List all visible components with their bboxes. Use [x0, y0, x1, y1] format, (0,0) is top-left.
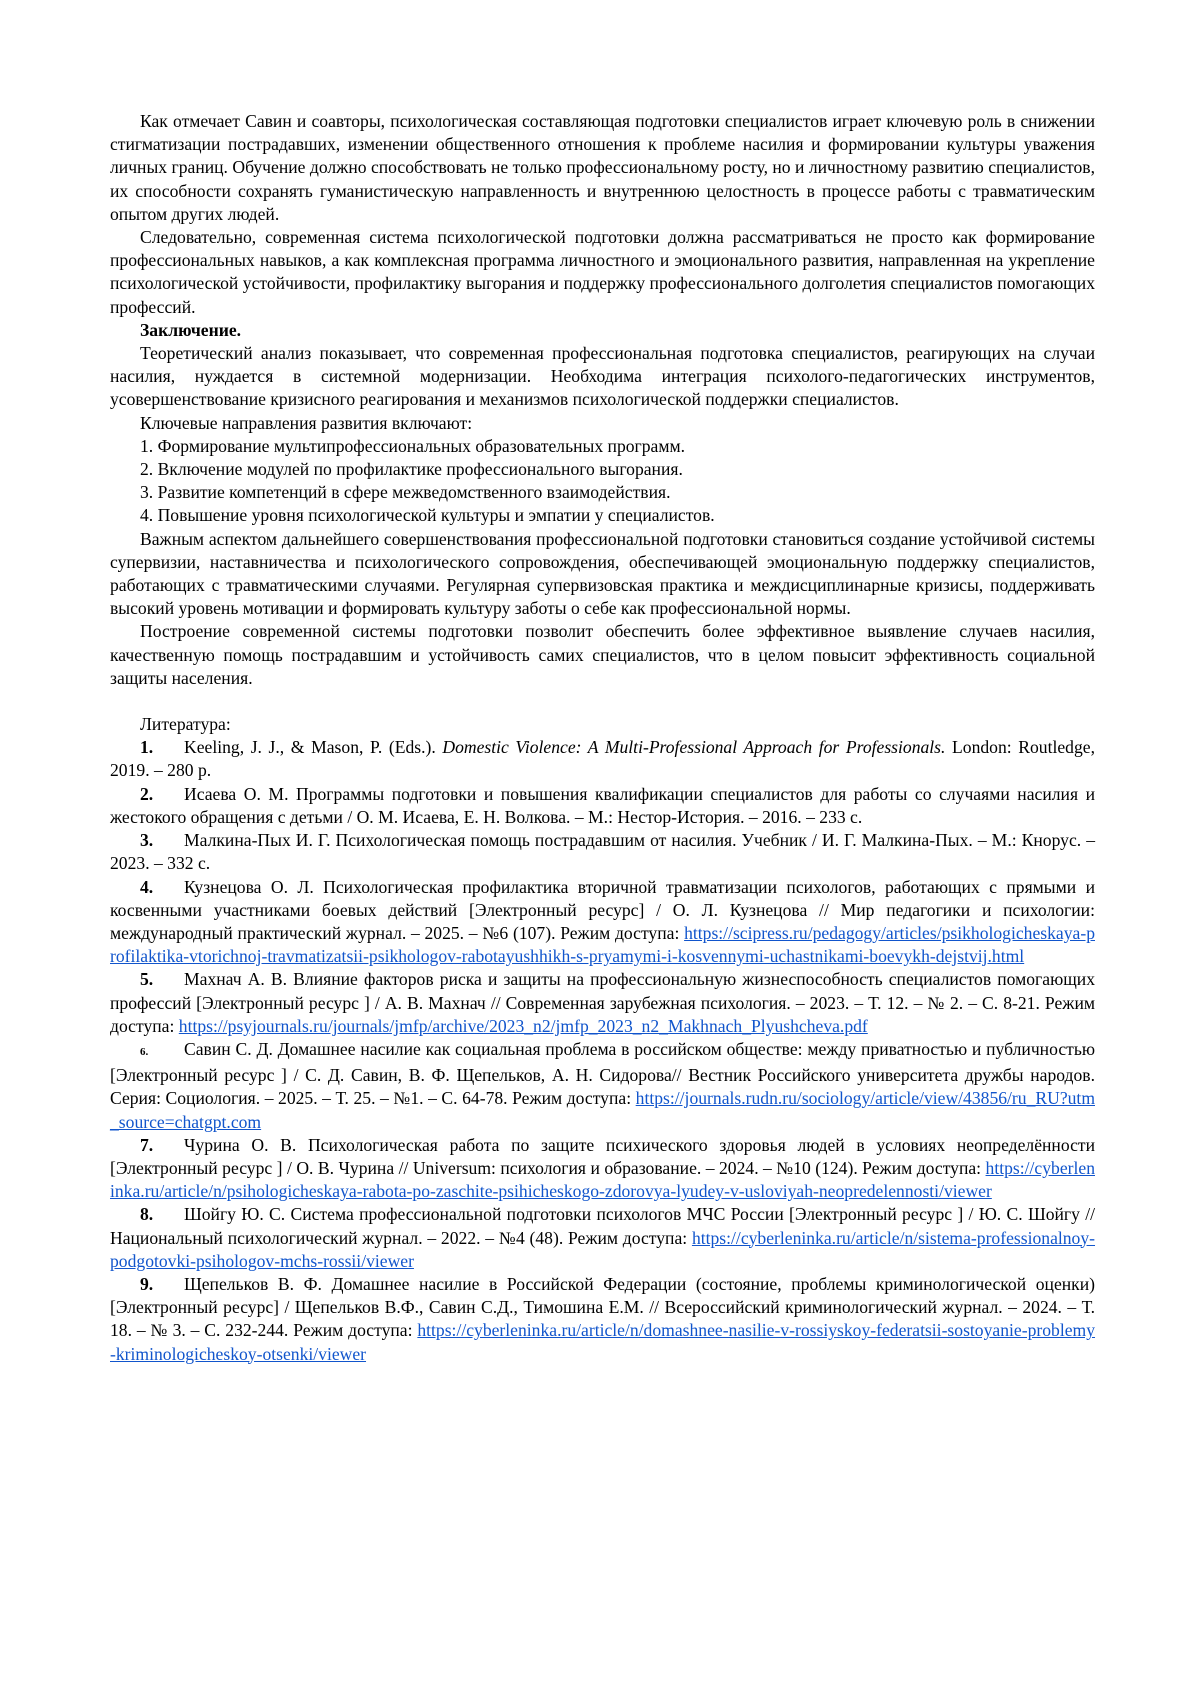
reference-item: [110, 1038, 1095, 1134]
reference-number: 7.: [140, 1134, 154, 1155]
directions-list: [110, 435, 1095, 528]
references-heading: Литература:: [140, 714, 231, 735]
reference-link[interactable]: https://psyjournals.ru/journals/jmfp/archive/2023_n2/jmfp_2023_n2_Makhnach_Plyushcheva.pdf: [178, 1015, 868, 1036]
reference-text: Махнач А. В. Влияние факторов риска и защиты на профессиональную жизнеспособность специалистов помогающих профессий [Электронный ресурс ] / А. В. Махнач // Современная зарубежная психология. – 2023. – Т. 12. – № 2. – С. 8-21. Режим доступа:: [110, 969, 1095, 1036]
directions-intro: Ключевые направления развития включают:: [140, 412, 473, 433]
reference-link[interactable]: https://journals.rudn.ru/sociology/article/view/43856/ru_RU?utm_source=chatgpt.com: [110, 1088, 1095, 1132]
conclusion-paragraph: Теоретический анализ показывает, что современная профессиональная подготовка специалистов, реагирующих на случаи насилия, нуждается в системной модернизации. Необходима интеграция психолого-педагогических инструментов, усовершенствование кризисного реагирования и механизмов психологической поддержки специалистов.: [110, 343, 1095, 410]
reference-text: London: Routledge, 2019. – 280 p.: [110, 737, 1095, 781]
body-paragraph: Как отмечает Савин и соавторы, психологическая составляющая подготовки специалистов играет ключевую роль в снижении стигматизации пострадавших, изменении общественного отношения к проблеме насилия и формировании культуры уважения личных границ. Обучение должно способствовать не только профессиональному росту, но и личностному развитию специалистов, их способности сохранять гуманистическую направленность и внутреннюю целостность в процессе работы с травматическим опытом других людей.: [110, 111, 1095, 224]
reference-text: Малкина-Пых И. Г. Психологическая помощь пострадавшим от насилия. Учебник / И. Г. Малкина-Пых. – М.: Кнорус. – 2023. – 332 с.: [110, 830, 1095, 874]
list-item: 3. Развитие компетенций в сфере межведомственного взаимодействия.: [140, 482, 671, 503]
conclusion-heading: Заключение.: [140, 319, 242, 340]
reference-item: [110, 1134, 1095, 1204]
reference-text: Исаева О. М. Программы подготовки и повышения квалификации специалистов для работы со случаями насилия и жестокого обращения с детьми / О. М. Исаева, Е. Н. Волкова. – М.: Нестор-История. – 2016. – 233 с.: [110, 783, 1095, 827]
reference-text: Чурина О. В. Психологическая работа по защите психического здоровья людей в условиях неопределённости [Электронный ресурс ] / О. В. Чурина // Universum: психология и образование. – 2024. – №10 (124). Режим доступа:: [110, 1134, 1095, 1178]
body-paragraph: Важным аспектом дальнейшего совершенствования профессиональной подготовки становиться создание устойчивой системы супервизии, наставничества и психологического сопровождения, обеспечивающей эмоциональную поддержку специалистов, работающих с травматическими случаями. Регулярная супервизовская практика и междисциплинарные кризисы, поддерживать высокий уровень мотивации и формировать культуру заботы о себе как профессиональной нормы.: [110, 528, 1095, 619]
document-page: [110, 110, 1095, 1366]
body-paragraph: Построение современной системы подготовки позволит обеспечить более эффективное выявление случаев насилия, качественную помощь пострадавшим и устойчивость самих специалистов, что в целом повысит эффективность социальной защиты населения.: [110, 621, 1095, 688]
list-item: 1. Формирование мультипрофессиональных образовательных программ.: [140, 435, 686, 456]
reference-item: [110, 968, 1095, 1038]
reference-item: [110, 736, 1095, 782]
reference-number: 5.: [140, 969, 154, 990]
reference-link[interactable]: https://cyberleninka.ru/article/n/domashnee-nasilie-v-rossiyskoy-federatsii-sostoyanie-problemy-kriminologicheskoy-otsenki/viewer: [110, 1320, 1095, 1364]
reference-number: 9.: [140, 1273, 154, 1294]
reference-item: [110, 876, 1095, 969]
reference-link[interactable]: https://cyberleninka.ru/article/n/psihologicheskaya-rabota-po-zaschite-psihicheskogo-zdorovya-lyudey-v-usloviyah-neopredelennosti/viewer: [110, 1157, 1095, 1202]
reference-number: 4.: [140, 876, 154, 897]
reference-number: 1.: [140, 737, 154, 758]
reference-item: [110, 829, 1095, 875]
reference-item: [110, 1203, 1095, 1273]
reference-author: Keeling, J. J., & Mason, P. (Eds.).: [184, 737, 436, 758]
references-list: [110, 736, 1095, 1365]
list-item: 2. Включение модулей по профилактике профессионального выгорания.: [140, 459, 683, 480]
reference-text: Щепельков В. Ф. Домашнее насилие в Российской Федерации (состояние, проблемы криминологической оценки) [Электронный ресурс] / Щепельков В.Ф., Савин С.Д., Тимошина Е.М. // Всероссийский криминологический журнал. – 2024. – Т. 18. – № 3. – С. 232-244. Режим доступа:: [110, 1273, 1095, 1341]
reference-number: 6.: [140, 1045, 149, 1058]
reference-number: 8.: [140, 1204, 154, 1225]
reference-item: [110, 783, 1095, 829]
reference-text: Савин С. Д. Домашнее насилие как социальная проблема в российском обществе: между приватностью и публичностью [Электронный ресурс ] / С. Д. Савин, В. Ф. Щепельков, А. Н. Сидорова// Вестник Российского университета дружбы народов. Серия: Социология. – 2025. – Т. 25. – №1. – С. 64-78. Режим доступа:: [110, 1038, 1095, 1109]
reference-text: Кузнецова О. Л. Психологическая профилактика вторичной травматизации психологов, работающих с прямыми и косвенными участниками боевых действий [Электронный ресурс] / О. Л. Кузнецова // Мир педагогики и психологии: международный практический журнал. – 2025. – №6 (107). Режим доступа:: [110, 876, 1095, 943]
reference-text: Шойгу Ю. С. Система профессиональной подготовки психологов МЧС России [Электронный ресурс ] / Ю. С. Шойгу // Национальный психологический журнал. – 2022. – №4 (48). Режим доступа:: [110, 1204, 1095, 1248]
reference-number: 2.: [140, 783, 154, 804]
list-item: 4. Повышение уровня психологической культуры и эмпатии у специалистов.: [140, 505, 715, 526]
reference-link[interactable]: https://scipress.ru/pedagogy/articles/psikhologicheskaya-profilaktika-vtorichnoj-travmatizatsii-psikhologov-rabotayushhikh-s-pryamymi-i-kosvennymi-uchastnikami-boevykh-dejstvij.html: [110, 922, 1095, 967]
reference-title: Domestic Violence: A Multi-Professional Approach for Professionals.: [442, 737, 946, 758]
body-paragraph: Следовательно, современная система психологической подготовки должна рассматриваться не просто как формирование профессиональных навыков, а как комплексная программа личностного и эмоционального развития, направленная на укрепление психологической устойчивости, профилактику выгорания и поддержку профессионального долголетия специалистов помогающих профессий.: [110, 227, 1095, 317]
reference-number: 3.: [140, 830, 154, 851]
reference-item: [110, 1273, 1095, 1366]
reference-link[interactable]: https://cyberleninka.ru/article/n/sistema-professionalnoy-podgotovki-psihologov-mchs-rossii/viewer: [110, 1227, 1096, 1271]
